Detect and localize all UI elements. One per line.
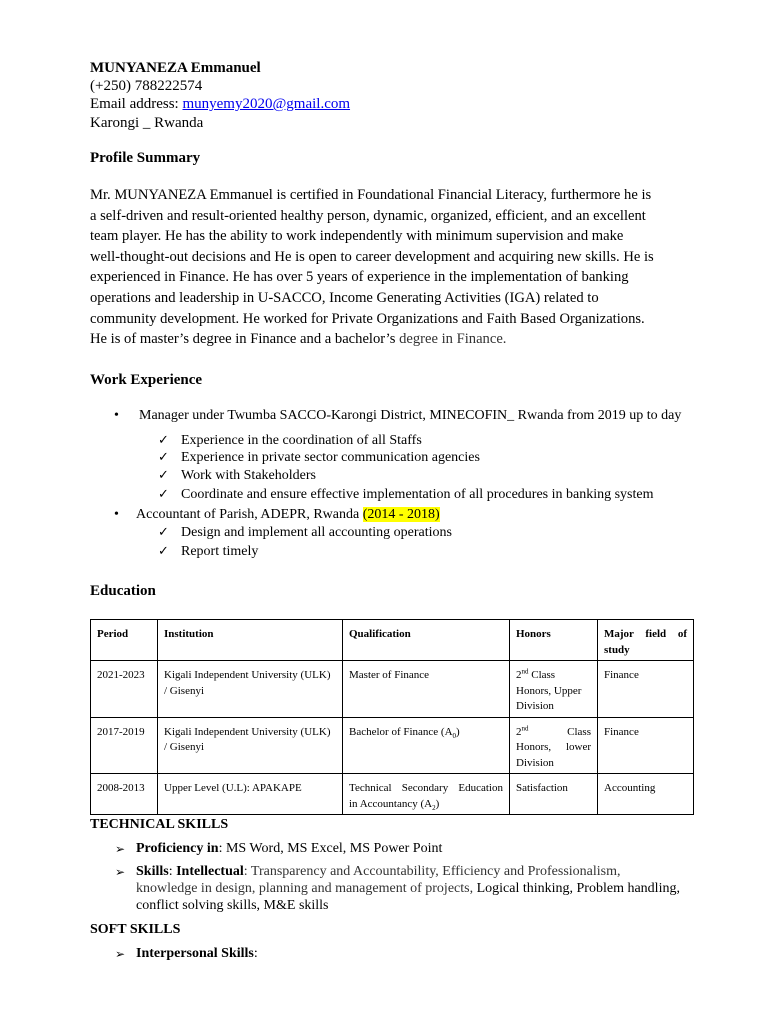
soft-heading: SOFT SKILLS: [90, 922, 181, 937]
intellectual-line2b: Logical thinking, Problem handling,: [476, 881, 680, 896]
header-major-b: study: [604, 643, 630, 656]
cell-major: Finance: [598, 717, 694, 774]
hon-line: Division: [516, 700, 554, 712]
hon-sup: nd: [521, 667, 529, 676]
cell-institution: [158, 717, 343, 774]
skills-line: [136, 880, 680, 898]
table-row: [91, 661, 694, 718]
qual-end: ): [435, 797, 440, 810]
header-qualification: Qualification: [343, 620, 510, 661]
checkmark-icon: ✓: [158, 487, 169, 502]
summary-last-b: degree in Finance.: [399, 331, 507, 348]
cell-period: 2017-2019: [91, 717, 158, 774]
intellectual-line2a: knowledge in design, planning and management of projects,: [136, 881, 477, 896]
job-item: Experience in private sector communication agencies: [181, 450, 480, 465]
work-heading: Work Experience: [90, 372, 203, 388]
interpersonal-line: [136, 945, 258, 963]
job-item: Coordinate and ensure effective implementation of all procedures in banking system: [181, 487, 654, 502]
candidate-name: MUNYANEZA Emmanuel: [90, 60, 261, 76]
profile-heading: Profile Summary: [90, 150, 201, 166]
qual-end: ): [456, 725, 460, 738]
cell-qualification: [343, 774, 510, 815]
arrow-bullet-icon: ➢: [115, 865, 126, 879]
bullet-icon: •: [114, 507, 119, 522]
hon-num: 2: [516, 725, 522, 738]
checkmark-icon: ✓: [158, 544, 169, 559]
checkmark-icon: ✓: [158, 450, 169, 465]
cell-period: 2008-2013: [91, 774, 158, 815]
summary-line: [90, 329, 690, 350]
summary-line: experienced in Finance. He has over 5 years of experience in the implementation of banking: [90, 269, 629, 286]
profile-summary: [90, 185, 690, 350]
technical-heading: TECHNICAL SKILLS: [90, 817, 229, 832]
hon-line: Honors, Upper: [516, 684, 582, 697]
proficiency-value: : MS Word, MS Excel, MS Power Point: [218, 841, 443, 856]
job-item: Report timely: [181, 544, 259, 559]
hon-line: Honors, lower: [516, 741, 591, 753]
email-link[interactable]: munyemy2020@gmail.com: [182, 96, 351, 112]
hon-line: Class: [528, 669, 556, 681]
skills-line: conflict solving skills, M&E skills: [136, 898, 329, 913]
checkmark-icon: ✓: [158, 525, 169, 540]
inst-line: / Gisenyi: [164, 741, 205, 753]
skills-sep: :: [168, 864, 177, 879]
cell-qualification: Master of Finance: [343, 661, 510, 718]
qual-line: in Accountancy (A: [349, 797, 433, 810]
hon-num: 2: [516, 669, 522, 681]
cell-institution: [158, 661, 343, 718]
inst-line: Kigali Independent University (ULK): [164, 725, 331, 738]
summary-line: well-thought-out decisions and He is open to career development and acquiring new skills. He is: [90, 248, 654, 265]
cell-honors: Satisfaction: [510, 774, 598, 815]
job-item: Design and implement all accounting operations: [181, 525, 452, 540]
email-line: [90, 94, 350, 114]
summary-line: Mr. MUNYANEZA Emmanuel is certified in Foundational Financial Literacy, furthermore he is: [90, 187, 652, 203]
checkmark-icon: ✓: [158, 433, 169, 448]
header-period: Period: [91, 620, 158, 661]
hon-sup: nd: [521, 723, 529, 732]
checkmark-icon: ✓: [158, 468, 169, 483]
email-label: Email address:: [90, 96, 183, 112]
table-row: [91, 717, 694, 774]
table-row: [91, 774, 694, 815]
intellectual-label: Intellectual: [176, 864, 244, 879]
hon-line: Class: [567, 725, 591, 738]
interpersonal-label: Interpersonal Skills: [136, 946, 254, 961]
interpersonal-sep: :: [253, 946, 258, 961]
summary-last-a: He is of master’s degree in Finance and a bachelor’s: [90, 331, 400, 348]
proficiency-label: Proficiency in: [136, 841, 219, 856]
cell-qualification: [343, 717, 510, 774]
header-honors: Honors: [510, 620, 598, 661]
job-period-highlight: (2014 - 2018): [362, 507, 440, 522]
summary-line: operations and leadership in U-SACCO, Income Generating Activities (IGA) related to: [90, 289, 599, 306]
cell-institution: Upper Level (U.L): APAKAPE: [158, 774, 343, 815]
job-item: Experience in the coordination of all Staffs: [181, 433, 422, 448]
header-institution: Institution: [158, 620, 343, 661]
hon-line: Division: [516, 756, 554, 769]
location: Karongi _ Rwanda: [90, 115, 204, 131]
table-header-row: [91, 620, 694, 661]
skills-line: [136, 863, 621, 881]
inst-line: / Gisenyi: [164, 684, 205, 697]
qual-line: Technical Secondary Education: [349, 782, 503, 794]
proficiency-line: [136, 840, 442, 858]
header-major: [598, 620, 694, 661]
cell-period: 2021-2023: [91, 661, 158, 718]
job-item: Work with Stakeholders: [181, 468, 316, 483]
inst-line: Kigali Independent University (ULK): [164, 669, 331, 681]
summary-line: community development. He worked for Private Organizations and Faith Based Organizations.: [90, 310, 645, 327]
arrow-bullet-icon: ➢: [115, 947, 126, 961]
education-heading: Education: [90, 583, 156, 599]
education-table: [90, 619, 694, 815]
job-title: [136, 506, 440, 524]
job-title-text: Accountant of Parish, ADEPR, Rwanda: [136, 507, 363, 522]
skills-label: Skills: [136, 864, 169, 879]
arrow-bullet-icon: ➢: [115, 842, 126, 856]
summary-line: a self-driven and result-oriented healthy person, dynamic, organized, efficient, and an excellent: [90, 207, 646, 224]
cell-major: Finance: [598, 661, 694, 718]
qual-line: Bachelor of Finance (A: [349, 725, 453, 738]
summary-line: team player. He has the ability to work independently with minimum supervision and make: [90, 228, 624, 245]
cell-major: Accounting: [598, 774, 694, 815]
qual-sub: 0: [452, 731, 457, 740]
cell-honors: [510, 717, 598, 774]
intellectual-line1: : Transparency and Accountability, Efficiency and Professionalism,: [243, 864, 621, 879]
header-major-a: Major field of: [604, 628, 687, 640]
phone-number: (+250) 788222574: [90, 78, 203, 94]
bullet-icon: •: [114, 408, 119, 423]
cell-honors: [510, 661, 598, 718]
qual-sub: 2: [432, 803, 436, 812]
job-title: Manager under Twumba SACCO-Karongi District, MINECOFIN_ Rwanda from 2019 up to day: [139, 408, 682, 423]
